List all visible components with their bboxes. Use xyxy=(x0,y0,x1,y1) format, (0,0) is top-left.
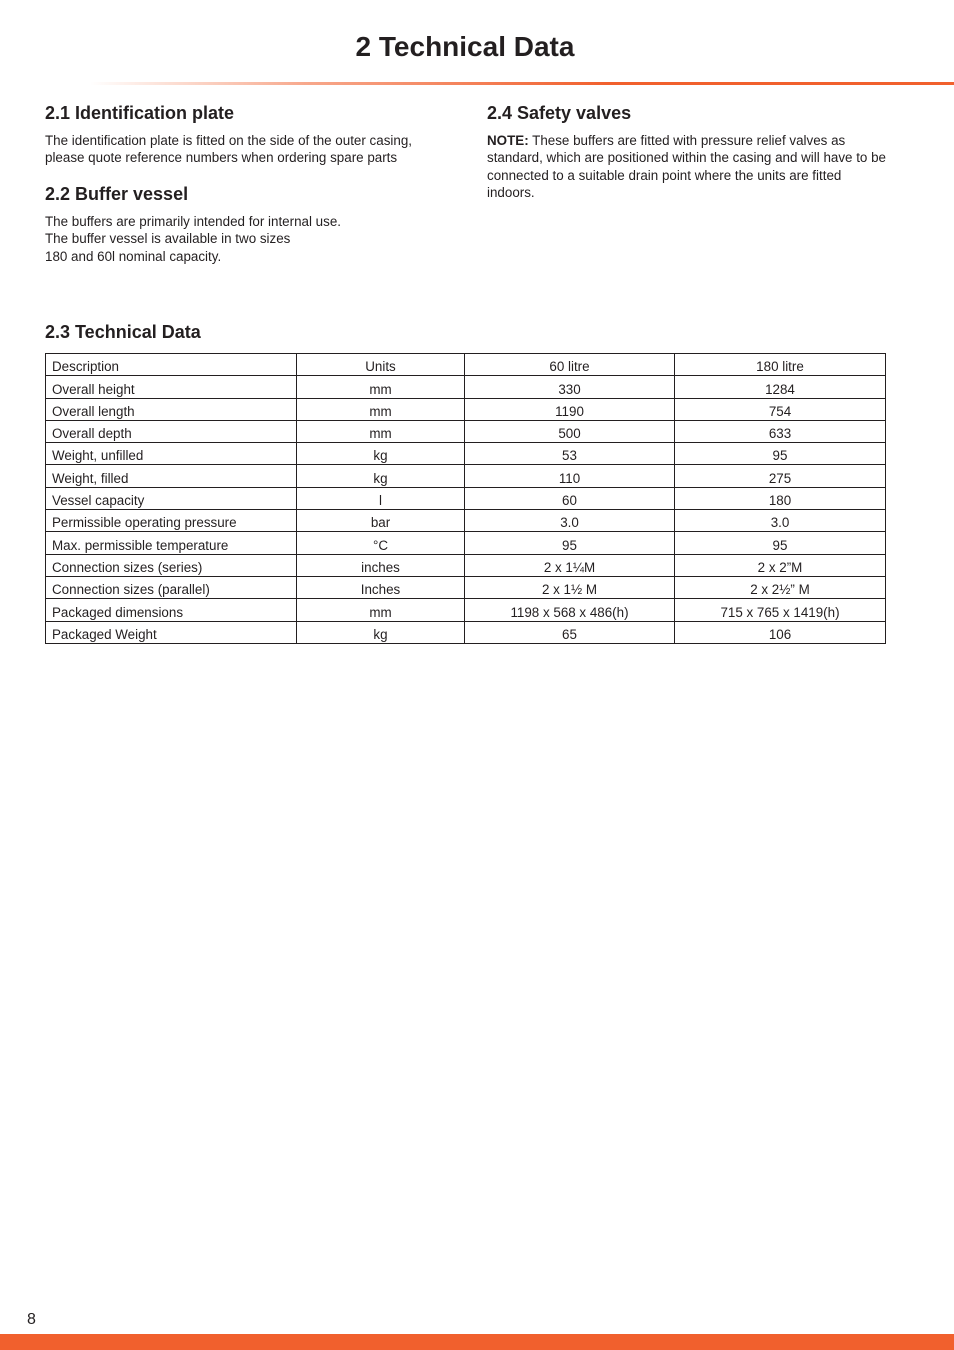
table-cell: 3.0 xyxy=(465,510,675,532)
table-cell: kg xyxy=(297,465,465,487)
table-cell: kg xyxy=(297,443,465,465)
table-header-cell: Description xyxy=(46,354,297,376)
table-cell: 275 xyxy=(675,465,886,487)
table-header-row xyxy=(46,354,886,376)
table-cell: 65 xyxy=(465,621,675,643)
table-header-cell: 180 litre xyxy=(675,354,886,376)
table-cell: 95 xyxy=(675,532,886,554)
table-cell: 95 xyxy=(465,532,675,554)
table-cell: Overall depth xyxy=(46,420,297,442)
buffer-line: 180 and 60l nominal capacity. xyxy=(45,248,222,264)
table-cell: 110 xyxy=(465,465,675,487)
table-cell: 2 x 2”M xyxy=(675,554,886,576)
table-cell: Max. permissible temperature xyxy=(46,532,297,554)
safety-heading: 2.4 Safety valves xyxy=(487,103,632,123)
technical-data-heading: 2.3 Technical Data xyxy=(45,322,201,342)
table-cell: Overall height xyxy=(46,376,297,398)
buffer-line: The buffer vessel is available in two sizes xyxy=(45,231,291,247)
table-cell: 330 xyxy=(465,376,675,398)
table-cell: 60 xyxy=(465,487,675,509)
table-row xyxy=(46,576,886,598)
table-cell: mm xyxy=(297,420,465,442)
table-cell: Inches xyxy=(297,576,465,598)
table-row xyxy=(46,376,886,398)
table-row xyxy=(46,487,886,509)
table-cell: mm xyxy=(297,376,465,398)
table-row xyxy=(46,420,886,442)
safety-section xyxy=(487,102,887,202)
table-cell: 180 xyxy=(675,487,886,509)
safety-body: These buffers are fitted with pressure relief valves as standard, which are positioned within the casing and will have to be connected to a suitable drain point where the units are fitted indoors. xyxy=(487,133,886,201)
table-cell: Weight, filled xyxy=(46,465,297,487)
technical-data-table xyxy=(45,353,886,644)
table-row xyxy=(46,510,886,532)
table-cell: 633 xyxy=(675,420,886,442)
table-row xyxy=(46,532,886,554)
buffer-text xyxy=(45,213,445,265)
table-cell: Vessel capacity xyxy=(46,487,297,509)
buffer-heading: 2.2 Buffer vessel xyxy=(45,183,189,204)
table-cell: 95 xyxy=(675,443,886,465)
table-row xyxy=(46,398,886,420)
table-cell: Connection sizes (series) xyxy=(46,554,297,576)
page-number: 8 xyxy=(27,1311,36,1328)
table-cell: 2 x 1½ M xyxy=(465,576,675,598)
technical-data-section xyxy=(45,321,886,644)
table-cell: Overall length xyxy=(46,398,297,420)
table-cell: 2 x 2½” M xyxy=(675,576,886,598)
identification-text: The identification plate is fitted on the side of the outer casing, please quote reference numbers when ordering spare parts xyxy=(45,133,412,166)
table-cell: inches xyxy=(297,554,465,576)
table-cell: mm xyxy=(297,398,465,420)
table-row xyxy=(46,465,886,487)
table-row xyxy=(46,554,886,576)
table-cell: kg xyxy=(297,621,465,643)
buffer-section xyxy=(45,183,445,265)
table-header-cell: 60 litre xyxy=(465,354,675,376)
identification-heading: 2.1 Identification plate xyxy=(45,103,235,123)
table-cell: Permissible operating pressure xyxy=(46,510,297,532)
page-title: 2 Technical Data xyxy=(355,31,575,62)
table-cell: 3.0 xyxy=(675,510,886,532)
table-cell: 500 xyxy=(465,420,675,442)
table-cell: l xyxy=(297,487,465,509)
safety-text xyxy=(487,132,887,202)
title-divider xyxy=(90,82,954,85)
table-cell: bar xyxy=(297,510,465,532)
table-cell: 53 xyxy=(465,443,675,465)
table-cell: °C xyxy=(297,532,465,554)
note-label: NOTE: xyxy=(487,133,529,148)
buffer-line: The buffers are primarily intended for internal use. xyxy=(45,213,341,229)
table-cell: Connection sizes (parallel) xyxy=(46,576,297,598)
footer-bar xyxy=(0,1334,954,1350)
identification-section xyxy=(45,102,445,167)
table-cell: Packaged dimensions xyxy=(46,599,297,621)
technical-data-table-body xyxy=(46,354,886,644)
table-cell: 1190 xyxy=(465,398,675,420)
table-row xyxy=(46,443,886,465)
table-row xyxy=(46,599,886,621)
table-cell: 715 x 765 x 1419(h) xyxy=(675,599,886,621)
right-column xyxy=(487,102,887,218)
table-cell: 1198 x 568 x 486(h) xyxy=(465,599,675,621)
table-cell: 2 x 1¼M xyxy=(465,554,675,576)
table-cell: 106 xyxy=(675,621,886,643)
table-row xyxy=(46,621,886,643)
table-cell: Weight, unfilled xyxy=(46,443,297,465)
table-cell: 1284 xyxy=(675,376,886,398)
table-cell: Packaged Weight xyxy=(46,621,297,643)
table-cell: 754 xyxy=(675,398,886,420)
table-header-cell: Units xyxy=(297,354,465,376)
table-cell: mm xyxy=(297,599,465,621)
left-column xyxy=(45,102,445,281)
